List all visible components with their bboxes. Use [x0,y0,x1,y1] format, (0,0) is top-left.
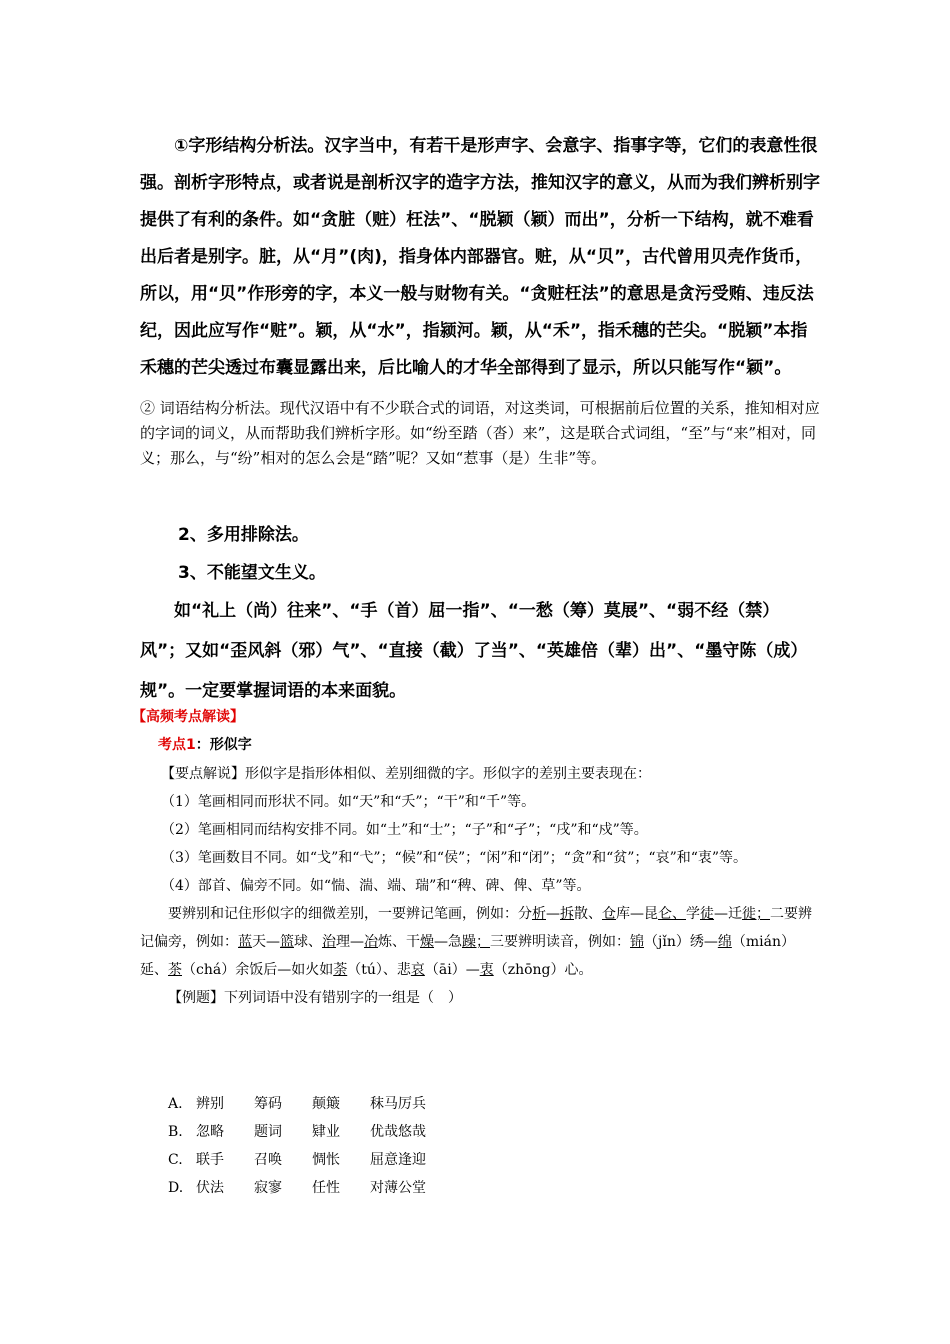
list-item-no-guessing: 3、不能望文生义。 [178,563,326,583]
underlined-char: 冶 [364,934,378,950]
option-word: 题词 [254,1124,282,1140]
option-word: 惆怅 [312,1152,340,1168]
underlined-char: 荼 [333,962,348,978]
text-run: 炼、干 [378,934,420,950]
underlined-char: 蓝 [238,934,252,950]
underlined-char: 哀 [410,962,425,978]
text-run: 球、 [294,934,322,950]
underlined-char: 篮 [280,934,294,950]
text-run: （jǐn）绣— [644,934,718,950]
distinguish-paragraph [140,900,820,984]
option-word: 优哉悠哉 [370,1124,426,1140]
kaodian-label: 考点 [158,737,186,753]
paragraph-text: 如“礼上（尚）往来”、“手（首）屈一指”、“一愁（筹）莫展”、“弱不经（禁） 风”；又如“歪风斜（邪）气”、“直接（截）了当”、“英雄倍（辈）出”、“墨守陈（成）规”。一定要掌握词语的本来面貌。 [140,601,808,701]
option-word: 召唤 [254,1152,282,1168]
underlined-char: 拆 [560,906,574,922]
underlined-char: 衷 [479,962,494,978]
section-title: 【高频考点解读】 [132,709,244,725]
list-item-elimination: 2、多用排除法。 [178,525,309,545]
option-row [168,1090,490,1118]
text-run: 要辨别和记住形似字的细微差别，一要辨记笔画，例如：分 [168,906,532,922]
text-run: （mián）延、 [140,934,795,978]
paragraph-glyph-structure [140,128,820,387]
example-question: 【例题】下列词语中没有错别字的一组是（ ） [168,990,462,1006]
text-run: 学 [686,906,700,922]
text-run: 天— [252,934,280,950]
underlined-char: 锦 [630,934,644,950]
option-word: 肄业 [312,1124,340,1140]
option-word: 筹码 [254,1096,282,1112]
text-run: —迁 [714,906,742,922]
kaodian-title [158,734,252,754]
text-run: 理— [336,934,364,950]
text-run: 二要辨记偏旁，例如： [140,906,812,950]
underlined-char: 燥 [420,934,434,950]
underlined-char: 仓 [602,906,616,922]
paragraph-examples [140,591,820,711]
option-word: 颠簸 [312,1096,340,1112]
option-word: 对薄公堂 [370,1180,426,1196]
kaodian-number: 1 [186,737,196,753]
text-run: （zhōng）心。 [493,962,593,978]
option-label: C. [168,1152,183,1168]
difference-3: （3）笔画数目不同。如“戈”和“弋”；“候”和“侯”；“闲”和“闭”；“贪”和“贫”；“哀”和“衷”等。 [161,850,748,866]
option-word: 秣马厉兵 [370,1096,426,1112]
option-word: 忽略 [196,1124,224,1140]
underlined-char: 绵 [717,934,732,950]
paragraph-text: ② 词语结构分析法。现代汉语中有不少联合式的词语，对这类词，可根据前后位置的关系，推知相对应的字词的词义，从而帮助我们辨析字形。如“纷至踏（沓）来”，这是联合式词组，“至”与“来”相对，同义；那么，与“纷”相对的怎么会是“踏”呢？又如“惹事（是）生非”等。 [140,399,820,467]
text-run: 散、 [574,906,602,922]
option-label: B. [168,1124,183,1140]
text-run: —急 [434,934,462,950]
text-run: （tú）、悲 [347,962,411,978]
option-word: 辨别 [196,1096,224,1112]
difference-4: （4）部首、偏旁不同。如“惴、湍、端、瑞”和“稗、碑、俾、草”等。 [161,878,591,894]
underlined-char: 仑、 [658,906,686,922]
option-word: 伏法 [196,1180,224,1196]
text-run: （chá）余饭后—如火如 [182,962,334,978]
option-label: A. [168,1096,183,1112]
option-row [168,1174,490,1202]
underlined-char: 徙； [742,906,770,922]
paragraph-word-structure [140,396,820,471]
underlined-char: 治 [322,934,336,950]
kaodian-name: ：形似字 [195,737,252,753]
underlined-char: 躁； [462,934,490,950]
option-word: 联手 [196,1152,224,1168]
key-points-body [140,760,820,1012]
key-point-intro: 【要点解说】形似字是指形体相似、差别细微的字。形似字的差别主要表现在： [161,766,651,782]
option-word: 屈意逢迎 [370,1152,426,1168]
underlined-char: 析 [532,906,546,922]
option-row [168,1118,490,1146]
difference-2: （2）笔画相同而结构安排不同。如“土”和“士”；“子”和“孑”；“戌”和“戍”等。 [161,822,648,838]
underlined-char: 茶 [168,962,182,978]
paragraph-text: ①字形结构分析法。汉字当中，有若干是形声字、会意字、指事字等，它们的表意性很强。剖析字形特点，或者说是剖析汉字的造字方法，推知汉字的意义，从而为我们辨析别字提供了有利的条件。如“贪脏（赃）枉法”、“脱颖（颖）而出”，分析一下结构，就不难看出后者是别字。脏，从“月”(肉)，指身体内部器官。赃，从“贝”，古代曾用贝壳作货币，所以，用“贝”作形旁的字，本义一般与财物有关。“贪赃枉法”的意思是贪污受贿、违反法纪，因此应写作“赃”。颖，从“水”，指颍河。颖，从“禾”，指禾穗的芒尖。“脱颖”本指禾穗的芒尖透过布囊显露出来，后比喻人的才华全部得到了显示，所以只能写作“颖”。 [140,136,820,378]
option-row [168,1146,490,1174]
answer-options [168,1090,490,1202]
text-run: 三要辨明读音，例如： [490,934,630,950]
text-run: — [546,906,560,922]
text-run: （āi）— [424,962,480,978]
text-run: 库—昆 [616,906,658,922]
option-label: D. [168,1180,184,1196]
underlined-char: 徒 [700,906,714,922]
option-word: 寂寥 [254,1180,282,1196]
option-word: 任性 [312,1180,340,1196]
difference-1: （1）笔画相同而形状不同。如“天”和“夭”；“干”和“千”等。 [161,794,536,810]
